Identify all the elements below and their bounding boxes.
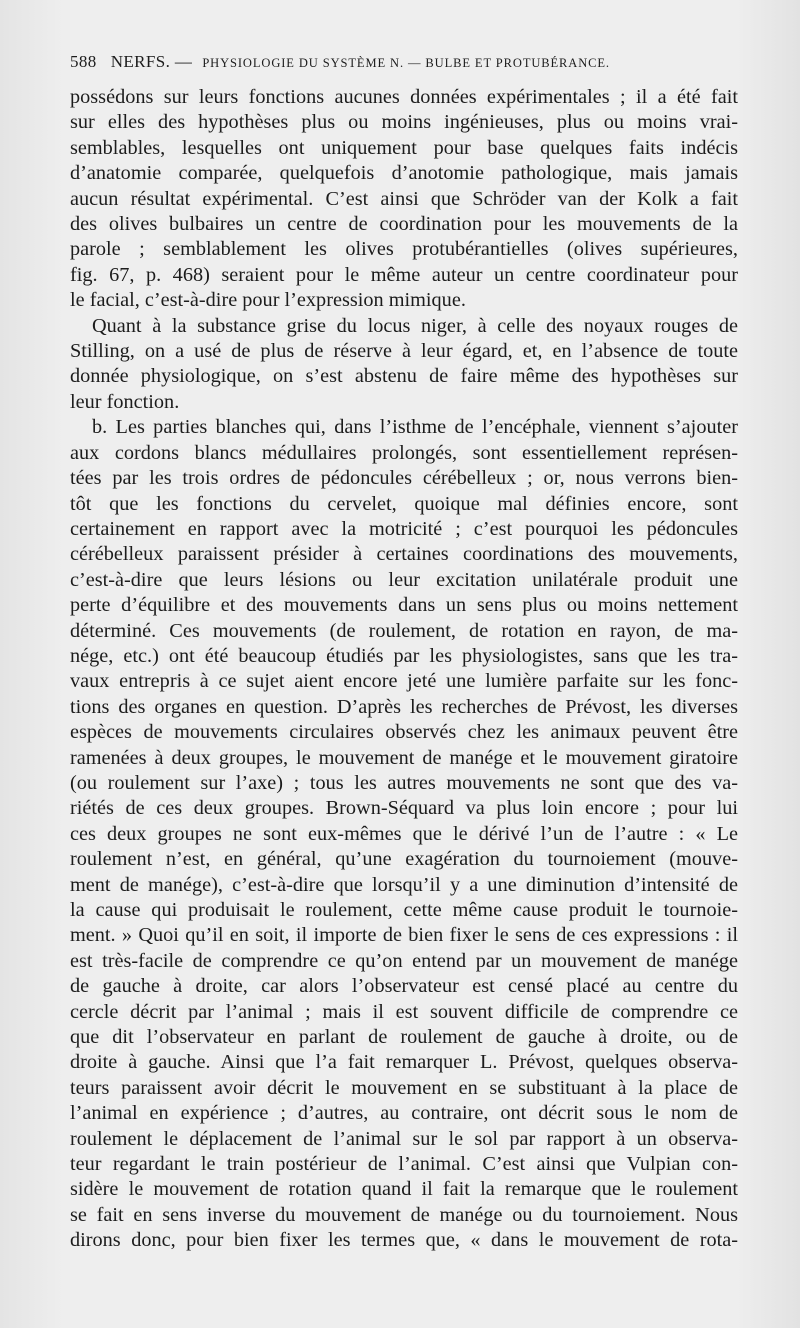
text-line: d’anatomie comparée, quelquefois d’anotomie pathologique, mais jamais (70, 162, 738, 185)
running-subtitle: PHYSIOLOGIE DU SYSTÈME N. — BULBE ET PROTUBÉRANCE. (202, 56, 610, 70)
text-line: teur regardant le train postérieur de l’animal. C’est ainsi que Vulpian con- (70, 1153, 738, 1176)
text-line: se fait en sens inverse du mouvement de manége ou du tournoiement. Nous (70, 1203, 738, 1226)
text-line: ment de manége), c’est-à-dire que lorsqu’il y a une diminution d’intensité de (70, 873, 738, 896)
text-line: cérébelleux paraissent présider à certaines coordinations des mouvements, (70, 543, 738, 566)
text-line: leur fonction. (70, 390, 180, 413)
text-line: déterminé. Ces mouvements (de roulement, de rotation en rayon, de ma- (70, 619, 738, 642)
text-line: semblables, lesquelles ont uniquement pour base quelques faits indécis (70, 136, 738, 159)
text-line: perte d’équilibre et des mouvements dans un sens plus ou moins nettement (70, 594, 738, 617)
text-line: droite à gauche. Ainsi que l’a fait remarquer L. Prévost, quelques observa- (70, 1051, 738, 1074)
text-line: de gauche à droite, car alors l’observateur est censé placé au centre du (70, 975, 738, 998)
text-line: riétés de ces deux groupes. Brown-Séquard va plus loin encore ; pour lui (70, 797, 738, 820)
text-line: l’animal en expérience ; d’autres, au contraire, ont décrit sous le nom de (70, 1102, 738, 1125)
text-line: roulement le déplacement de l’animal sur le sol par rapport à un observa- (70, 1127, 738, 1150)
text-line: aux cordons blancs médullaires prolongés, sont essentiellement représen- (70, 441, 738, 464)
page-number: 588 (70, 52, 97, 71)
running-header (70, 52, 730, 76)
text-line: sur elles des hypothèses plus ou moins ingénieuses, plus ou moins vrai- (70, 111, 738, 134)
text-line: certainement en rapport avec la motricité ; c’est pourquoi les pédoncules (70, 517, 738, 540)
text-line: c’est-à-dire que leurs lésions ou leur excitation unilatérale produit une (70, 568, 738, 591)
section-title: NERFS. — (110, 52, 193, 71)
text-line: fig. 67, p. 468) seraient pour le même auteur un centre coordinateur pour (70, 263, 738, 286)
text-line: sidère le mouvement de rotation quand il fait la remarque que le roulement (70, 1178, 738, 1201)
text-line: est très-facile de comprendre ce qu’on entend par un mouvement de manége (70, 949, 738, 972)
text-line: espèces de mouvements circulaires observés chez les animaux peuvent être (70, 721, 738, 744)
text-line: ment. » Quoi qu’il en soit, il importe de bien fixer le sens de ces expressions : il (70, 924, 738, 947)
text-line: Quant à la substance grise du locus niger, à celle des noyaux rouges de (92, 314, 738, 337)
text-line: parole ; semblablement les olives protubérantielles (olives supérieures, (70, 238, 738, 261)
text-line: dirons donc, pour bien fixer les termes que, « dans le mouvement de rota- (70, 1229, 738, 1252)
text-line: ces deux groupes ne sont eux-mêmes que le dérivé l’un de l’autre : « Le (70, 822, 738, 845)
text-line: b. Les parties blanches qui, dans l’isthme de l’encéphale, viennent s’ajouter (92, 416, 738, 439)
text-line: vaux entrepris à ce sujet aient encore jeté une lumière parfaite sur les fonc- (70, 670, 738, 693)
text-line: roulement n’est, en général, qu’une exagération du tournoiement (mouve- (70, 848, 738, 871)
text-line: teurs paraissent avoir décrit le mouvement en se substituant à la place de (70, 1076, 738, 1099)
text-line: ramenées à deux groupes, le mouvement de manége et le mouvement giratoire (70, 746, 738, 769)
text-line: Stilling, on a usé de plus de réserve à leur égard, et, en l’absence de toute (70, 340, 738, 363)
body-text (70, 85, 738, 1254)
text-line: cercle décrit par l’animal ; mais il est souvent difficile de comprendre ce (70, 1000, 738, 1023)
text-line: aucun résultat expérimental. C’est ainsi que Schröder van der Kolk a fait (70, 187, 738, 210)
text-line: tées par les trois ordres de pédoncules cérébelleux ; or, nous verrons bien- (70, 467, 738, 490)
text-line: (ou roulement sur l’axe) ; tous les autres mouvements ne sont que des va- (70, 771, 738, 794)
text-line: donnée physiologique, on s’est abstenu de faire même des hypothèses sur (70, 365, 738, 388)
text-line: des olives bulbaires un centre de coordination pour les mouvements de la (70, 213, 738, 236)
text-line: nége, etc.) ont été beaucoup étudiés par les physiologistes, sans que les tra- (70, 644, 738, 667)
text-line: possédons sur leurs fonctions aucunes données expérimentales ; il a été fait (70, 86, 738, 108)
text-line: tôt que les fonctions du cervelet, quoique mal définies encore, sont (70, 492, 738, 515)
text-line: tions des organes en question. D’après les recherches de Prévost, les diverses (70, 695, 738, 718)
text-line: le facial, c’est-à-dire pour l’expression mimique. (70, 289, 466, 312)
text-line: que dit l’observateur en parlant de roulement de gauche à droite, ou de (70, 1026, 738, 1049)
text-line: la cause qui produisait le roulement, cette même cause produit le tournoie- (70, 899, 738, 921)
